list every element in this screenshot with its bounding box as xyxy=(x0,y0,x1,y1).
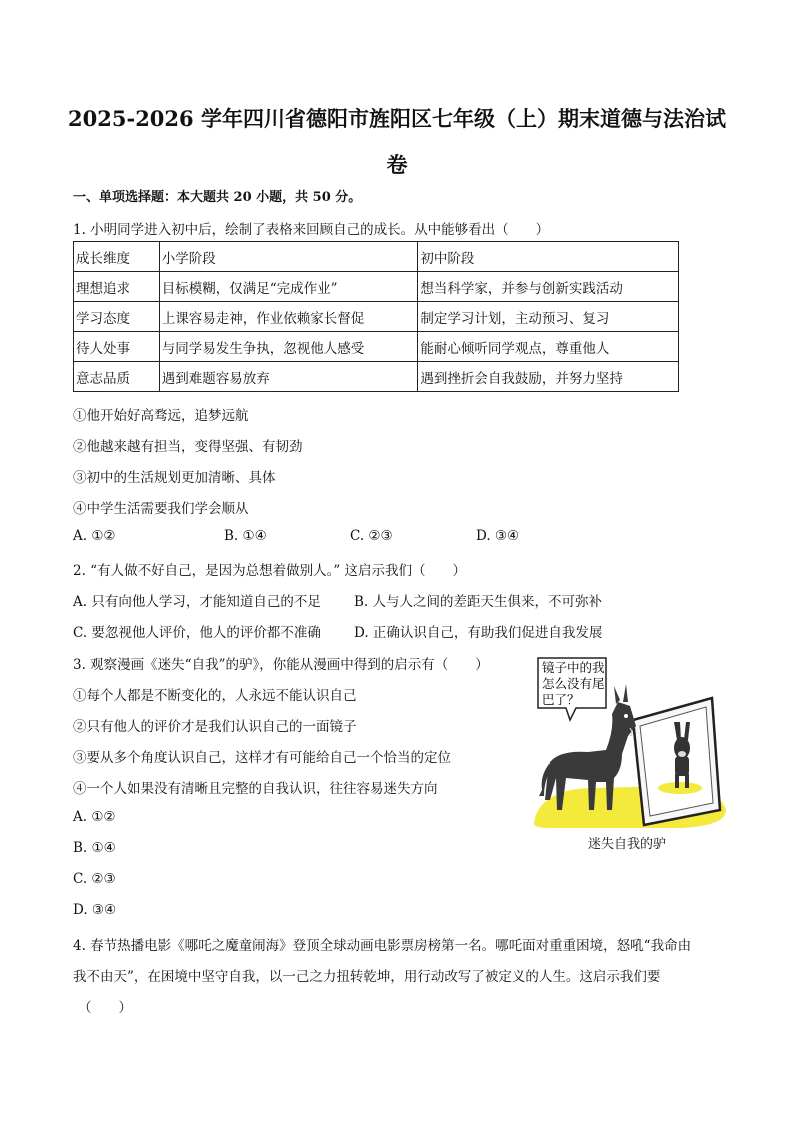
table-row xyxy=(74,242,679,272)
table-cell: 想当科学家，并参与创新实践活动 xyxy=(418,272,679,302)
table-row xyxy=(74,332,679,362)
table-cell: 学习态度 xyxy=(74,302,160,332)
table-cell: 遇到挫折会自我鼓励，并努力坚持 xyxy=(418,362,679,392)
option-c[interactable]: C. 要忽视他人评价，他人的评价都不准确 xyxy=(73,625,321,641)
table-cell: 上课容易走神，作业依赖家长督促 xyxy=(159,302,418,332)
q1-stem: 1. 小明同学进入初中后，绘制了表格来回顾自己的成长。从中能够看出（ ） xyxy=(73,222,550,238)
option-d[interactable]: D. ③④ xyxy=(73,902,117,918)
q3-stem: 3. 观察漫画《迷失“自我”的驴》，你能从漫画中得到的启示有（ ） xyxy=(73,657,489,673)
table-cell: 目标模糊，仅满足“完成作业” xyxy=(159,272,418,302)
table-row xyxy=(74,272,679,302)
option-b[interactable]: B. ①④ xyxy=(224,528,267,544)
q3-statement-3: ③要从多个角度认识自己，这样才有可能给自己一个恰当的定位 xyxy=(73,750,451,766)
bubble-line-2: 怎么没有尾 xyxy=(542,676,605,691)
bubble-line-1: 镜子中的我 xyxy=(542,660,605,675)
table-cell: 待人处事 xyxy=(74,332,160,362)
q2-stem: 2. “有人做不好自己，是因为总想着做别人。” 这启示我们（ ） xyxy=(73,563,467,579)
table-cell: 初中阶段 xyxy=(418,242,679,272)
q3-statement-1: ①每个人都是不断变化的，人永远不能认识自己 xyxy=(73,688,357,704)
q3-statement-2: ②只有他人的评价才是我们认识自己的一面镜子 xyxy=(73,719,357,735)
table-cell: 制定学习计划，主动预习、复习 xyxy=(418,302,679,332)
bubble-line-3: 巴了？ xyxy=(542,692,580,707)
donkey-mirror-cartoon xyxy=(530,650,730,830)
q4-stem-line-1: 4. 春节热播电影《哪吒之魔童闹海》登顶全球动画电影票房榜第一名。哪吒面对重重困境，怒吼“我命由 xyxy=(73,938,692,954)
q4-answer-blank: （ ） xyxy=(78,1000,132,1016)
table-row xyxy=(74,302,679,332)
option-a[interactable]: A. 只有向他人学习，才能知道自己的不足 xyxy=(73,594,321,610)
table-cell: 与同学易发生争执，忽视他人感受 xyxy=(159,332,418,362)
table-cell: 遇到难题容易放弃 xyxy=(159,362,418,392)
q1-options xyxy=(73,528,519,544)
reflection-ground xyxy=(658,782,702,794)
option-d[interactable]: D. 正确认识自己，有助我们促进自我发展 xyxy=(354,625,603,641)
option-b[interactable]: B. ①④ xyxy=(73,840,116,856)
table-cell: 意志品质 xyxy=(74,362,160,392)
title-line-2: 卷 xyxy=(386,152,408,177)
table-cell: 成长维度 xyxy=(74,242,160,272)
q1-statement-3: ③初中的生活规划更加清晰、具体 xyxy=(73,470,276,486)
table-cell: 小学阶段 xyxy=(159,242,418,272)
table-cell: 理想追求 xyxy=(74,272,160,302)
option-a[interactable]: A. ①② xyxy=(73,528,116,544)
exam-title xyxy=(60,96,734,188)
cartoon-caption: 迷失自我的驴 xyxy=(588,837,667,852)
q3-statement-4: ④一个人如果没有清晰且完整的自我认识，往往容易迷失方向 xyxy=(73,781,438,797)
option-c[interactable]: C. ②③ xyxy=(73,871,116,887)
title-line-1: 2025-2026 学年四川省德阳市旌阳区七年级（上）期末道德与法治试 xyxy=(68,106,726,131)
section-heading: 一、单项选择题：本大题共 20 小题，共 50 分。 xyxy=(73,190,362,205)
option-a[interactable]: A. ①② xyxy=(73,809,116,825)
table-cell: 能耐心倾听同学观点，尊重他人 xyxy=(418,332,679,362)
option-c[interactable]: C. ②③ xyxy=(350,528,393,544)
option-d[interactable]: D. ③④ xyxy=(476,528,520,544)
option-b[interactable]: B. 人与人之间的差距天生俱来，不可弥补 xyxy=(354,594,603,610)
q1-statement-4: ④中学生活需要我们学会顺从 xyxy=(73,501,249,517)
q2-options-row-1 xyxy=(73,590,602,610)
growth-table xyxy=(73,241,679,392)
q4-stem-line-2: 我不由天”，在困境中坚守自我，以一己之力扭转乾坤，用行动改写了被定义的人生。这启示我们要 xyxy=(73,969,661,985)
q1-statement-1: ①他开始好高骛远，追梦远航 xyxy=(73,408,249,424)
q2-options-row-2 xyxy=(73,621,602,641)
q1-statement-2: ②他越来越有担当，变得坚强、有韧劲 xyxy=(73,439,303,455)
table-row xyxy=(74,362,679,392)
